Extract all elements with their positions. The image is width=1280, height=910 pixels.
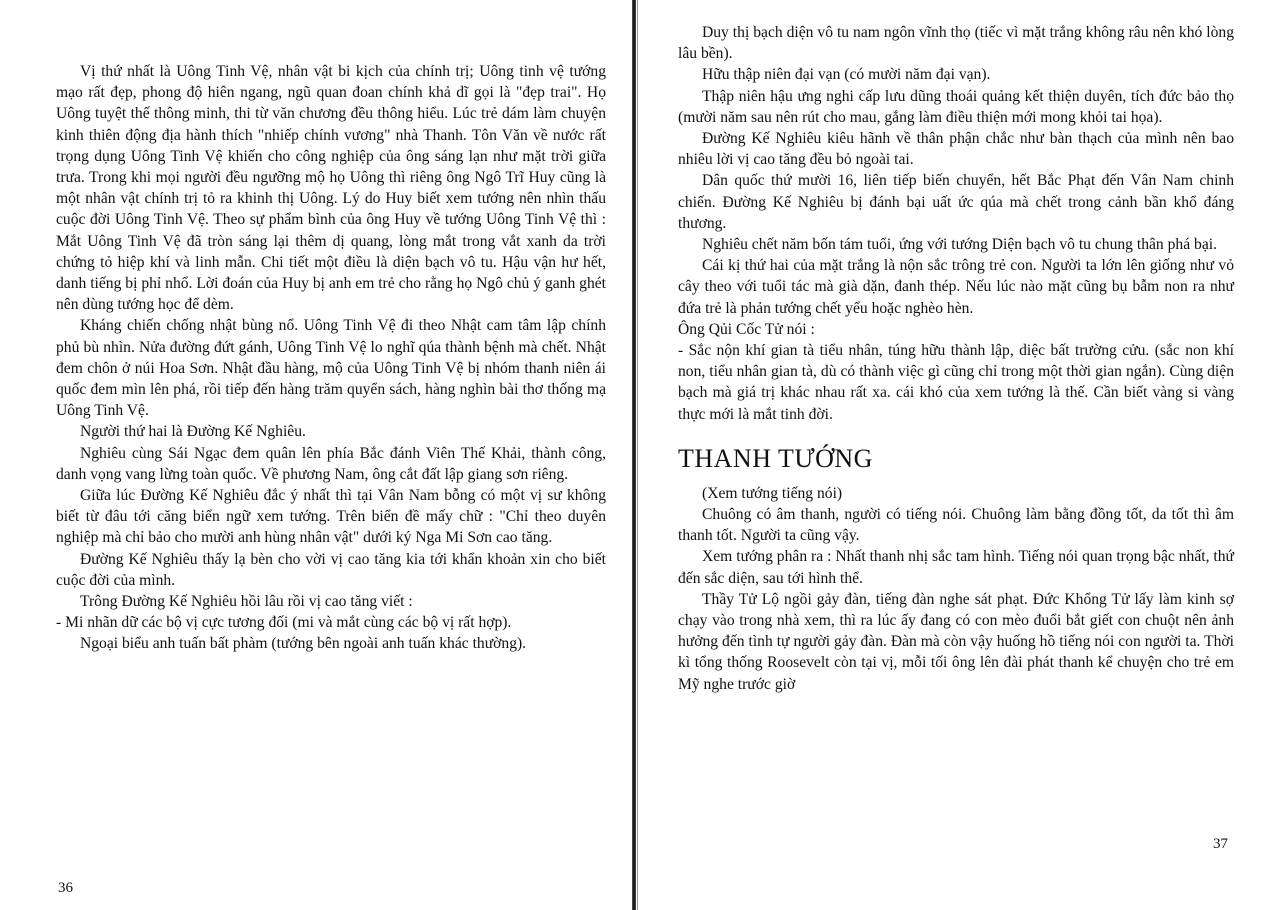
- paragraph: Đường Kế Nghiêu kiêu hãnh về thân phận chắc như bàn thạch của mình nên bao nhiêu lời vị cao tăng đều bỏ ngoài tai.: [678, 130, 1234, 169]
- book-spine-edge: [637, 0, 638, 910]
- paragraph: Dân quốc thứ mười 16, liên tiếp biến chuyển, hết Bắc Phạt đến Vân Nam chinh chiến. Đường Kế Nghiêu bị đánh bại uất ức qúa mà chết trong cảnh bần khổ đáng thương.: [678, 172, 1234, 232]
- paragraph: (Xem tướng tiếng nói): [702, 484, 843, 502]
- paragraph: Hữu thập niên đại vạn (có mười năm đại vạn).: [702, 66, 991, 84]
- paragraph: Đường Kế Nghiêu thấy lạ bèn cho vời vị cao tăng kia tới khẩn khoản xin cho biết cuộc đời của mình.: [56, 550, 606, 589]
- left-page: [0, 0, 634, 910]
- paragraph: Thập niên hậu ưng nghi cấp lưu dũng thoái quảng kết thiện duyên, tích đức bảo thọ (mười năm sau nên rút cho mau, gắng làm điều thiện mới mong khỏi tai họa).: [678, 87, 1234, 126]
- paragraph: Ngoại biểu anh tuấn bất phàm (tướng bên ngoài anh tuấn khác thường).: [80, 635, 527, 653]
- paragraph: Kháng chiến chống nhật bùng nổ. Uông Tinh Vệ đi theo Nhật cam tâm lập chính phủ bù nhìn. Nửa đường đứt gánh, Uông Tinh Vệ lo nghĩ qúa thành bệnh mà chết. Nhật đem chôn ở núi Hoa Sơn. Nhật đầu hàng, mộ của Uông Tinh Vệ bị nhóm thanh niên ái quốc đem mìn lên phá, rồi tiếp đến hàng trăm quyển sách, hàng nghìn bài thơ thống mạ Uông Tinh Vệ.: [56, 317, 606, 420]
- paragraph: Nghiêu chết năm bốn tám tuổi, ứng với tướng Diện bạch vô tu chung thân phá bại.: [702, 236, 1217, 254]
- paragraph: Thầy Tử Lộ ngồi gảy đàn, tiếng đàn nghe sát phạt. Đức Khổng Tử lấy làm kinh sợ chạy vào trong nhà xem, thì ra lúc ấy đang có con mèo đuổi bắt giết con chuột nên ảnh hưởng đến tình tự người gảy đàn. Đàn mà còn vậy huống hồ tiếng nói con người ta. Thời kì tổng thống Roosevelt còn tại vị, mỗi tối ông lên đài phát thanh kể chuyện cho trẻ em Mỹ nghe trước giờ: [678, 590, 1234, 693]
- paragraph: Nghiêu cùng Sái Ngạc đem quân lên phía Bắc đánh Viên Thế Khải, thành công, danh vọng vang lừng toàn quốc. Về phương Nam, ông cắt đất lập giang sơn riêng.: [56, 444, 606, 483]
- page-number-right: 37: [1213, 836, 1228, 852]
- paragraph: Giữa lúc Đường Kế Nghiêu đắc ý nhất thì tại Vân Nam bỗng có một vị sư không biết từ đâu tới căng biển ngữ xem tướng. Trên biển đề mấy chữ : "Chỉ theo duyên nghiệp mà chỉ bảo cho mười anh hùng nhân vật" dưới ký Nga Mi Sơn cao tăng.: [56, 487, 606, 547]
- paragraph: - Mi nhãn dữ các bộ vị cực tương đối (mi và mắt cùng các bộ vị rất hợp).: [56, 614, 512, 632]
- right-page: [640, 0, 1280, 910]
- section-heading: THANH TƯỚNG: [678, 443, 873, 473]
- paragraph: - Sắc nộn khí gian tà tiểu nhân, túng hữu thành lập, diệc bất trường cửu. (sắc non khí non, tiểu nhân gian tà, dù có thành việc gì cũng chỉ trong một thời gian ngắn). Cùng diện bạch mà giá trị khác nhau rất xa. cái khó của xem tướng là thế. Cần biết vàng si vàng thực mới là mắt tinh đời.: [678, 342, 1234, 423]
- page-number-left: 36: [58, 880, 73, 896]
- paragraph: Trông Đường Kế Nghiêu hồi lâu rồi vị cao tăng viết :: [80, 593, 413, 611]
- paragraph: Duy thị bạch diện vô tu nam ngôn vĩnh thọ (tiếc vì mặt trắng không râu nên khó lòng lâu bền).: [678, 24, 1234, 63]
- right-page-text: [678, 22, 1234, 695]
- paragraph: Cái kị thứ hai của mặt trắng là nộn sắc trông trẻ con. Người ta lớn lên giống như vỏ cây theo với tuổi tác mà già dặn, đanh thép. Nếu lúc nào mặt cũng bụ bẫm non ra như đứa trẻ là phản tướng chết yểu hoặc nghèo hèn.: [678, 257, 1234, 317]
- paragraph: Chuông có âm thanh, người có tiếng nói. Chuông làm bằng đồng tốt, da tốt thì âm thanh tốt. Người ta cũng vậy.: [678, 506, 1234, 545]
- paragraph: Ông Qủi Cốc Tử nói :: [678, 320, 815, 338]
- paragraph: Vị thứ nhất là Uông Tinh Vệ, nhân vật bi kịch của chính trị; Uông tinh vệ tướng mạo rất đẹp, phong độ hiên ngang, ngũ quan đoan chính khả dĩ gọi là "đẹp trai". Họ Uông tuyệt thế thông minh, thi từ văn chương đều thông hiểu. Lúc trẻ dám làm chuyện kinh thiên động địa hành thích "nhiếp chính vương" nhà Thanh. Tôn Văn về nước rất trọng dụng Uông Tinh Vệ khiến cho công nghiệp của ông sáng lạn như mặt trời giữa trưa. Trong khi mọi người đều ngưỡng mộ họ Uông thì riêng ông Ngô Trĩ Huy cũng là một nhân vật chính trị tỏ ra khinh thị Uông. Lý do Huy biết xem tướng nên nhìn thấu cuộc đời Uông Tinh Vệ. Theo sự phẩm bình của ông Huy về tướng Uông Tinh Vệ thì : Mắt Uông Tinh Vệ đã tròn sáng lại thêm dị quang, lòng mắt trong vắt xanh da trời chứng tỏ hiệp khí và linh mẫn. Chi tiết một điều là diện bạch vô tu. Hậu vận hư hết, danh tiếng bị phỉ nhổ. Lời đoán của Huy bị anh em trẻ cho rằng họ Ngô chủ ý ganh ghét nên dùng tướng học để dèm.: [56, 63, 606, 314]
- left-page-text: [56, 61, 606, 655]
- paragraph: Xem tướng phân ra : Nhất thanh nhị sắc tam hình. Tiếng nói quan trọng bậc nhất, thứ đến sắc diện, sau tới hình thể.: [678, 548, 1234, 587]
- paragraph: Người thứ hai là Đường Kế Nghiêu.: [80, 423, 306, 441]
- book-spine: [632, 0, 636, 910]
